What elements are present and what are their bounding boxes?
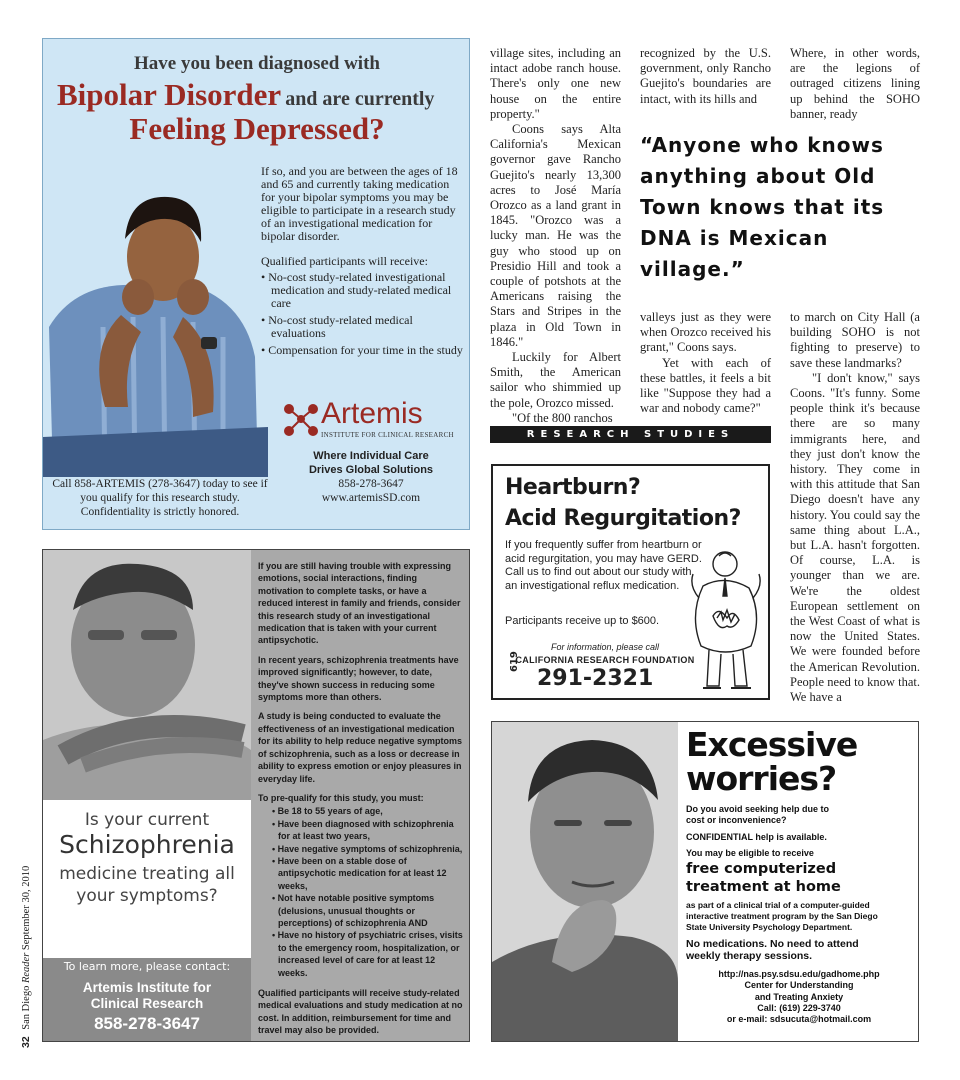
area-code: 619 xyxy=(509,651,520,672)
confidential-text: CONFIDENTIAL help is available. xyxy=(686,832,827,842)
article-column-3-bottom xyxy=(790,310,920,705)
closing-text: Qualified participants will receive study-related medical evaluations and study medication at no cost. In addition, reimbursement for time and travel may also be provided. xyxy=(258,988,463,1036)
ad-title xyxy=(505,472,765,534)
worried-man-photo xyxy=(492,722,678,1042)
org-line-1: Artemis Institute for xyxy=(82,980,212,995)
schizophrenia-study-ad[interactable] xyxy=(42,549,470,1042)
article-paragraph: "Of the 800 ranchos xyxy=(512,410,613,425)
article-column-3-top xyxy=(790,46,920,122)
foundation-name: CALIFORNIA RESEARCH FOUNDATION xyxy=(515,655,695,665)
section-bar-research-studies: RESEARCH STUDIES xyxy=(490,426,771,443)
criteria-item: • Have been diagnosed with schizophrenia for at least two years, xyxy=(258,818,463,843)
page-folio xyxy=(20,866,32,1048)
ad-website-link[interactable]: www.artemisSD.com xyxy=(321,492,421,504)
pull-quote: “Anyone who knows anything about Old Town knows that its DNA is Mexican village.” xyxy=(640,133,885,281)
article-paragraph: village sites, including an intact adobe ranch house. There's only one new house on the entire property." xyxy=(490,46,621,121)
recent-text: In recent years, schizophrenia treatments have improved significantly; however, to date, they've shown success in reducing some symptoms more than others. xyxy=(258,654,459,703)
question-text: Do you avoid seeking help due to cost or inconvenience? xyxy=(686,804,830,825)
article-paragraph: Where, in other words, are the legions of outraged citizens lining up behind the SOHO banner, ready xyxy=(790,46,920,121)
ad-title xyxy=(686,725,916,798)
no-medications-text: No medications. No need to attend weekly therapy sessions. xyxy=(686,938,859,962)
tagline-line-1: Where Individual Care xyxy=(313,450,429,462)
benefits-list xyxy=(261,271,466,357)
eligible-text: You may be eligible to receive xyxy=(686,848,814,858)
benefit-item: • No-cost study-related investigational medication and study-related medical care xyxy=(261,270,452,310)
trial-description: as part of a clinical trial of a computer-guided interactive treatment program by the San Diego State University Psychology Department. xyxy=(686,900,878,932)
page-number: 32 xyxy=(20,1036,32,1048)
cartoon-man-illustration xyxy=(689,546,769,696)
pensive-man-photo xyxy=(43,157,268,477)
article-paragraph: to march on City Hall (a building SOHO is not fighting to preserve) to save these landmarks? xyxy=(790,310,920,370)
org-line-2: Clinical Research xyxy=(90,996,204,1011)
benefit-item: • No-cost study-related medical evaluations xyxy=(261,313,413,340)
criteria-list xyxy=(258,805,463,979)
study-url-link[interactable]: http://nas.psy.sdsu.edu/gadhome.php xyxy=(718,969,880,979)
question-line-3: medicine treating all xyxy=(59,864,235,884)
question-line-2: Schizophrenia xyxy=(59,830,235,859)
tagline-line-2: Drives Global Solutions xyxy=(308,464,434,476)
molecule-icon xyxy=(281,401,321,437)
article-column-2-top xyxy=(640,46,771,107)
prequal-heading: To pre-qualify for this study, you must: xyxy=(258,792,424,803)
contact-block xyxy=(678,969,919,1025)
free-treatment-heading xyxy=(686,860,916,896)
article-paragraph: valleys just as they were when Orozco received his grant," Coons says. xyxy=(640,310,771,355)
bipolar-study-ad[interactable] xyxy=(42,38,470,530)
ad-tagline-block xyxy=(271,449,470,505)
criteria-item: • Be 18 to 55 years of age, xyxy=(258,805,463,817)
question-box xyxy=(43,800,251,958)
call-to-action: Call 858-ARTEMIS (278-3647) today to see if you qualify for this research study. Confidentiality is strictly honored. xyxy=(52,478,268,518)
payment-text: Participants receive up to $600. xyxy=(505,615,660,627)
intro-text: If so, and you are between the ages of 18 and 65 and currently taking medication for your bipolar symptoms you may be eligible to participate in a research study of an investigational medication for bipolar disorder. xyxy=(261,164,458,243)
issue-date: September 30, 2010 xyxy=(21,865,32,951)
call-phone[interactable]: Call: (619) 229-3740 xyxy=(757,1002,841,1013)
free-line-2: treatment at home xyxy=(686,879,841,895)
center-line-2: and Treating Anxiety xyxy=(754,991,844,1002)
criteria-item: • Not have notable positive symptoms (delusions, unusual thoughts or perceptions) of schizophrenia AND xyxy=(258,892,463,929)
contact-phone[interactable]: 858-278-3647 xyxy=(94,1014,200,1033)
artemis-logo xyxy=(281,397,461,441)
question-line-4: your symptoms? xyxy=(76,886,218,906)
publication-name-italic: Reader xyxy=(21,952,32,984)
contact-email[interactable]: or e-mail: sdsucuta@hotmail.com xyxy=(726,1014,872,1025)
bipolar-headline: Bipolar Disorder xyxy=(57,77,282,112)
contact-organization xyxy=(43,980,251,1012)
title-line-1: Heartburn? xyxy=(505,475,641,500)
question-line-1: Is your current xyxy=(84,810,210,830)
ad-copy xyxy=(261,165,466,361)
heartburn-study-ad[interactable] xyxy=(491,464,770,700)
logo-wordmark: Artemis xyxy=(321,397,423,430)
criteria-item: • Have been on a stable dose of antipsychotic medication for at least 12 weeks, xyxy=(258,855,463,892)
title-line-2: Acid Regurgitation? xyxy=(505,506,741,531)
logo-subtitle: INSTITUTE FOR CLINICAL RESEARCH xyxy=(321,431,454,439)
anxiety-study-ad[interactable] xyxy=(491,721,919,1042)
article-column-1 xyxy=(490,46,621,426)
ad-headline-1: Have you been diagnosed with xyxy=(134,53,380,74)
center-line-1: Center for Understanding xyxy=(744,980,854,991)
ad-headline-3: Feeling Depressed? xyxy=(129,111,385,146)
study-text: A study is being conducted to evaluate the effectiveness of an investigational medication for its ability to help reduce negative symptoms of schizophrenia, such as a loss or decrease in ability to express emotion or enjoy pleasures in everyday life. xyxy=(258,711,463,784)
phone-number[interactable]: 291-2321 xyxy=(537,666,654,691)
qualified-intro: Qualified participants will receive: xyxy=(261,254,428,268)
ad-headline-2 xyxy=(57,77,467,113)
headline-connector: and are currently xyxy=(285,88,435,110)
article-paragraph: Coons says Alta California's Mexican governor gave Rancho Guejito's nearly 13,300 acres to José María Orozco as a land grant in 1845. "Orozco was a lucky man. He was the guy who stood up on Presidio Hill and took a couple of potshots at the Americans raising the Stars and Stripes in the plaza in Old Town in 1846." xyxy=(490,122,621,349)
free-line-1: free computerized xyxy=(686,861,837,877)
article-paragraph: "I don't know," says Coons. "It's funny. Some people think it's because there are so many immigrants here, and they just don't know the history. They come in with this attitude that San Diego doesn't have any history. You could say the same thing about L.A., but L.A. hasn't forgotten. Of course, L.A. is younger than we are. We're the oldest European settlement on the West Coast of what is now the United States. We were founded before the American Revolution. People need to know that. We have a xyxy=(790,370,920,705)
article-column-2-bottom xyxy=(640,310,771,416)
article-paragraph: Luckily for Albert Smith, the American sailor who shimmied up the pole, Orozco missed. xyxy=(490,350,621,410)
info-label: For information, please call xyxy=(550,642,660,652)
article-paragraph: Yet with each of these battles, it feels a bit like "Suppose they had a war and nobody came?" xyxy=(640,355,771,416)
publication-name: San Diego xyxy=(21,985,32,1030)
ad-phone[interactable]: 858-278-3647 xyxy=(338,478,404,490)
criteria-item: • Have no history of psychiatric crises, visits to the emergency room, hospitalization, or increased level of care for at least 12 weeks. xyxy=(258,929,463,979)
ad-copy xyxy=(258,560,463,1042)
title-line-2: worries? xyxy=(686,759,837,798)
article-paragraph: recognized by the U.S. government, only Rancho Guejito's boundaries are intact, with its hills and xyxy=(640,46,771,106)
intro-text: If you are still having trouble with expressing emotions, social interactions, finding motivation to complete tasks, or have a reduced interest in family and friends, consider this research study of an investigational medication that is taken with your current antipsychotic. xyxy=(258,561,461,646)
benefit-item: • Compensation for your time in the study xyxy=(261,343,463,357)
thoughtful-man-photo xyxy=(43,550,251,800)
criteria-item: • Have negative symptoms of schizophrenia, xyxy=(258,843,463,855)
ad-body: If you frequently suffer from heartburn or acid regurgitation, you may have GERD. Call us to find out about our study with an investigational reflux medication. xyxy=(505,539,702,592)
title-line-1: Excessive xyxy=(686,725,858,764)
learn-more-label: To learn more, please contact: xyxy=(63,960,231,973)
